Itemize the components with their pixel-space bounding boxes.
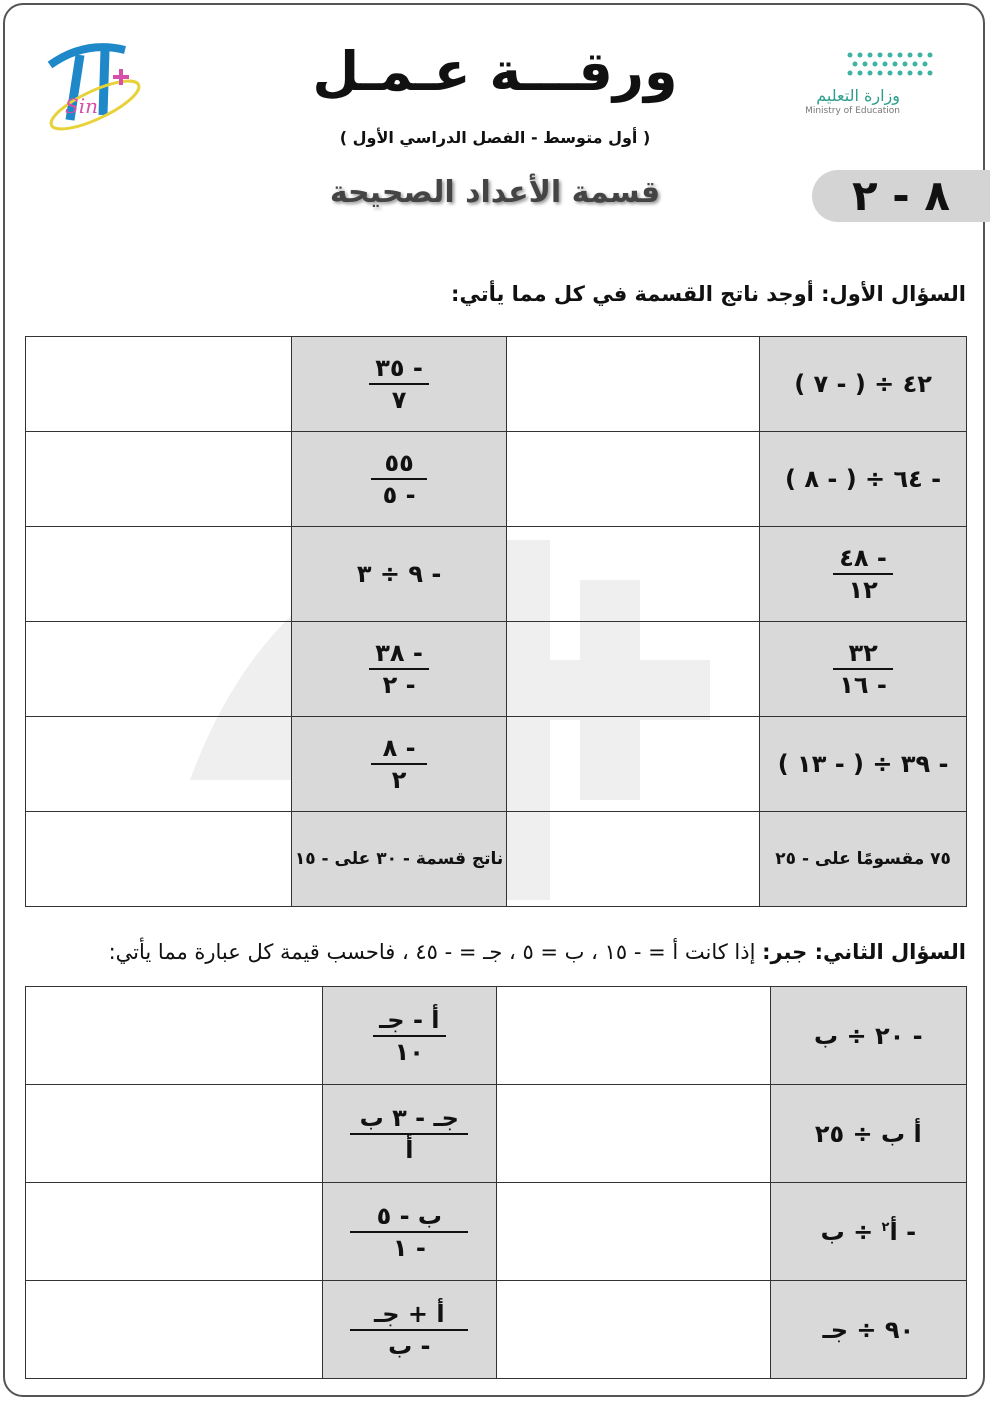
q2-r2-fraction: $\frac{\text{جـ - ٣ ب}}{\text{أ}}$ [322, 1085, 496, 1183]
question-1-prompt: السؤال الأول: أوجد ناتج القسمة في كل مما يأتي: [451, 282, 966, 306]
q1-r1-fraction: $\frac{- ٣٥}{٧}$ [291, 337, 507, 432]
answer-cell[interactable] [507, 812, 760, 907]
page-subtitle: ( أول متوسط - الفصل الدراسي الأول ) [339, 128, 651, 147]
page-title: ورقـــة عـمـل [312, 40, 678, 103]
site-logo-icon [45, 35, 165, 135]
answer-cell[interactable] [26, 717, 292, 812]
q2-r1-expr: - ٢٠ ÷ ب [770, 987, 966, 1085]
lesson-title: قسمة الأعداد الصحيحة [329, 175, 661, 210]
q1-r6-expr: ٧٥ مقسومًا على - ٢٥ [760, 812, 967, 907]
ministry-logo-icon [845, 50, 940, 80]
q1-r2-fraction: $\frac{٥٥}{- ٥}$ [291, 432, 507, 527]
svg-text:Sin: Sin [65, 94, 98, 118]
q2-r3-expr: - أ$^٢$ ÷ ب [770, 1183, 966, 1281]
q1-r1-expr: ٤٢ ÷ ( - ٧ ) [760, 337, 967, 432]
answer-cell[interactable] [507, 527, 760, 622]
answer-cell[interactable] [507, 717, 760, 812]
answer-cell[interactable] [507, 432, 760, 527]
table-row [26, 432, 967, 527]
table-row [26, 1281, 967, 1379]
answer-cell[interactable] [26, 1183, 323, 1281]
answer-cell[interactable] [496, 987, 770, 1085]
answer-cell[interactable] [26, 1085, 323, 1183]
table-row [26, 1183, 967, 1281]
answer-cell[interactable] [26, 987, 323, 1085]
q1-r4-fraction-right: $\frac{٣٢}{- ١٦}$ [760, 622, 967, 717]
answer-cell[interactable] [26, 337, 292, 432]
table-row [26, 812, 967, 907]
answer-cell[interactable] [496, 1183, 770, 1281]
q2-r1-fraction: $\frac{\text{أ - جـ}}{١٠}$ [322, 987, 496, 1085]
answer-cell[interactable] [496, 1085, 770, 1183]
table-row [26, 717, 967, 812]
question-1-table [25, 336, 967, 907]
answer-cell[interactable] [26, 812, 292, 907]
lesson-number-badge: ٨ - ٢ [812, 170, 990, 222]
q2-r2-expr: أ ب ÷ ٢٥ [770, 1085, 966, 1183]
question-2-table [25, 986, 967, 1379]
answer-cell[interactable] [507, 337, 760, 432]
answer-cell[interactable] [496, 1281, 770, 1379]
q2-r4-expr: ٩٠ ÷ جـ [770, 1281, 966, 1379]
table-row [26, 337, 967, 432]
answer-cell[interactable] [26, 432, 292, 527]
q1-r3-expr: - ٩ ÷ ٣ [291, 527, 507, 622]
q1-r4-fraction-left: $\frac{- ٣٨}{- ٢}$ [291, 622, 507, 717]
table-row [26, 527, 967, 622]
answer-cell[interactable] [26, 527, 292, 622]
q2-r4-fraction: $\frac{\text{أ + جـ}}{\text{- ب}}$ [322, 1281, 496, 1379]
table-row [26, 622, 967, 717]
table-row [26, 987, 967, 1085]
q1-r6-expr-left: ناتج قسمة - ٣٠ على - ١٥ [291, 812, 507, 907]
answer-cell[interactable] [26, 622, 292, 717]
table-row [26, 1085, 967, 1183]
answer-cell[interactable] [26, 1281, 323, 1379]
ministry-name-en: Ministry of Education [805, 106, 900, 116]
q1-r2-expr: - ٦٤ ÷ ( - ٨ ) [760, 432, 967, 527]
q1-r5-expr: - ٣٩ ÷ ( - ١٣ ) [760, 717, 967, 812]
question-2-prompt: السؤال الثاني: جبر: إذا كانت أ = - ١٥ ، ب = ٥ ، جـ = - ٤٥ ، فاحسب قيمة كل عبارة مما يأتي: [108, 940, 966, 964]
q2-r3-fraction: $\frac{\text{ب - ٥}}{- ١}$ [322, 1183, 496, 1281]
q1-r3-fraction: $\frac{- ٤٨}{١٢}$ [760, 527, 967, 622]
q1-r5-fraction: $\frac{- ٨}{٢}$ [291, 717, 507, 812]
ministry-name-ar: وزارة التعليم [816, 86, 900, 105]
answer-cell[interactable] [507, 622, 760, 717]
